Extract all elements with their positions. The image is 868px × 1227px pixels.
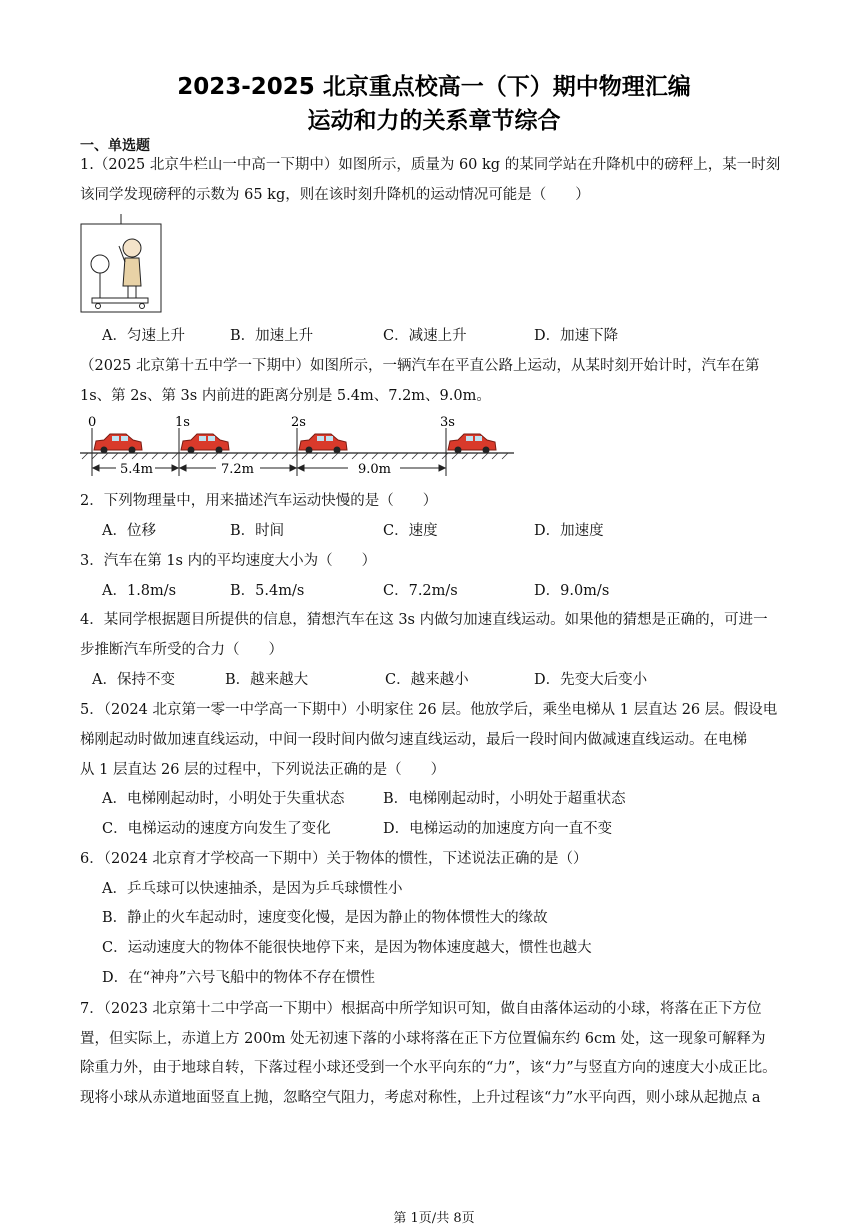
- car-icon: [299, 434, 347, 454]
- time-label: 1s: [175, 415, 190, 430]
- car-motion-figure: [78, 410, 518, 482]
- time-label: 3s: [440, 415, 455, 430]
- q2-option-b: B．时间: [230, 523, 285, 539]
- q7-line1: 7．（2023 北京第十二中学高一下期中）根据高中所学知识可知，做自由落体运动的小球，将落在正下方位: [80, 1001, 762, 1017]
- q1-option-a: A．匀速上升: [102, 328, 185, 344]
- q5-line1: 5．（2024 北京第一零一中学高一下期中）小明家住 26 层。他放学后，乘坐电梯从 1 层直达 26 层。假设电: [80, 702, 778, 718]
- car-icon: [94, 434, 142, 454]
- q3-option-a: A．1.8m/s: [102, 583, 177, 599]
- q5-line3: 从 1 层直达 26 层的过程中，下列说法正确的是（ ）: [80, 762, 446, 778]
- shared-stem-line2: 1s、第 2s、第 3s 内前进的距离分别是 5.4m、7.2m、9.0m。: [80, 388, 491, 404]
- q1-line1: 1.（2025 北京牛栏山一中高一下期中）如图所示，质量为 60 kg 的某同学站在升降机中的磅秤上，某一时刻: [80, 157, 781, 173]
- person-head: [123, 239, 141, 257]
- q5-option-d: D．电梯运动的加速度方向一直不变: [383, 821, 613, 837]
- section-heading: 一、单选题: [80, 138, 150, 154]
- q2-option-c: C．速度: [383, 523, 438, 539]
- q2-line1: 2．下列物理量中，用来描述汽车运动快慢的是（ ）: [80, 493, 438, 509]
- time-label: 2s: [291, 415, 306, 430]
- q3-line1: 3．汽车在第 1s 内的平均速度大小为（ ）: [80, 553, 377, 569]
- q4-option-b: B．越来越大: [225, 672, 309, 688]
- q6-option-c: C．运动速度大的物体不能很快地停下来，是因为物体速度越大，惯性也越大: [102, 940, 592, 956]
- q4-line2: 步推断汽车所受的合力（ ）: [80, 642, 283, 658]
- page-footer: 第 1页/共 8页: [393, 1211, 475, 1226]
- q3-option-c: C．7.2m/s: [383, 583, 458, 599]
- q5-option-c: C．电梯运动的速度方向发生了变化: [102, 821, 331, 837]
- q1-option-d: D．加速下降: [534, 328, 619, 344]
- q1-line2: 该同学发现磅秤的示数为 65 kg，则在该时刻升降机的运动情况可能是（ ）: [80, 187, 590, 203]
- q5-option-b: B．电梯刚起动时，小明处于超重状态: [383, 791, 626, 807]
- distance-label: 5.4m: [120, 462, 154, 477]
- shared-stem-line1: （2025 北京第十五中学一下期中）如图所示，一辆汽车在平直公路上运动，从某时刻开始计时，汽车在第: [80, 358, 760, 374]
- page-subtitle: 运动和力的关系章节综合: [307, 108, 561, 134]
- q6-option-b: B．静止的火车起动时，速度变化慢，是因为静止的物体惯性大的缘故: [102, 910, 548, 926]
- car-icon: [448, 434, 496, 454]
- q4-line1: 4．某同学根据题目所提供的信息，猜想汽车在这 3s 内做匀加速直线运动。如果他的猜想是正确的，可进一: [80, 612, 768, 628]
- q7-line3: 除重力外，由于地球自转，下落过程小球还受到一个水平向东的“力”，该“力”与竖直方向的速度大小成正比。: [80, 1060, 777, 1076]
- elevator-scale-figure: [80, 214, 162, 314]
- distance-label: 7.2m: [221, 462, 255, 477]
- q7-line2: 置，但实际上，赤道上方 200m 处无初速下落的小球将落在正下方位置偏东约 6cm 处，这一现象可解释为: [80, 1031, 766, 1047]
- q3-option-d: D．9.0m/s: [534, 583, 610, 599]
- q2-option-a: A．位移: [102, 523, 156, 539]
- scale-platform: [92, 298, 148, 303]
- q1-option-b: B．加速上升: [230, 328, 314, 344]
- time-label: 0: [88, 415, 97, 430]
- q3-option-b: B．5.4m/s: [230, 583, 305, 599]
- q5-option-a: A．电梯刚起动时，小明处于失重状态: [102, 791, 345, 807]
- elevator-cabin: [81, 224, 161, 312]
- distance-label: 9.0m: [358, 462, 392, 477]
- scale-dial: [91, 255, 109, 273]
- q6-option-a: A．乒乓球可以快速抽杀，是因为乒乓球惯性小: [102, 881, 403, 897]
- q4-option-c: C．越来越小: [385, 672, 469, 688]
- q4-option-d: D．先变大后变小: [534, 672, 648, 688]
- person-body: [123, 258, 141, 286]
- car-icon: [181, 434, 229, 454]
- q6-line1: 6．（2024 北京育才学校高一下期中）关于物体的惯性，下述说法正确的是（）: [80, 851, 588, 867]
- q5-line2: 梯刚起动时做加速直线运动，中间一段时间内做匀速直线运动，最后一段时间内做减速直线运动。在电梯: [80, 732, 747, 748]
- q2-option-d: D．加速度: [534, 523, 604, 539]
- q4-option-a: A．保持不变: [92, 672, 175, 688]
- q6-option-d: D．在“神舟”六号飞船中的物体不存在惯性: [102, 970, 375, 986]
- q1-option-c: C．减速上升: [383, 328, 467, 344]
- q7-line4: 现将小球从赤道地面竖直上抛，忽略空气阻力，考虑对称性，上升过程该“力”水平向西，则小球从起抛点 a: [80, 1090, 761, 1106]
- page-title: 2023-2025 北京重点校高一（下）期中物理汇编: [177, 74, 691, 100]
